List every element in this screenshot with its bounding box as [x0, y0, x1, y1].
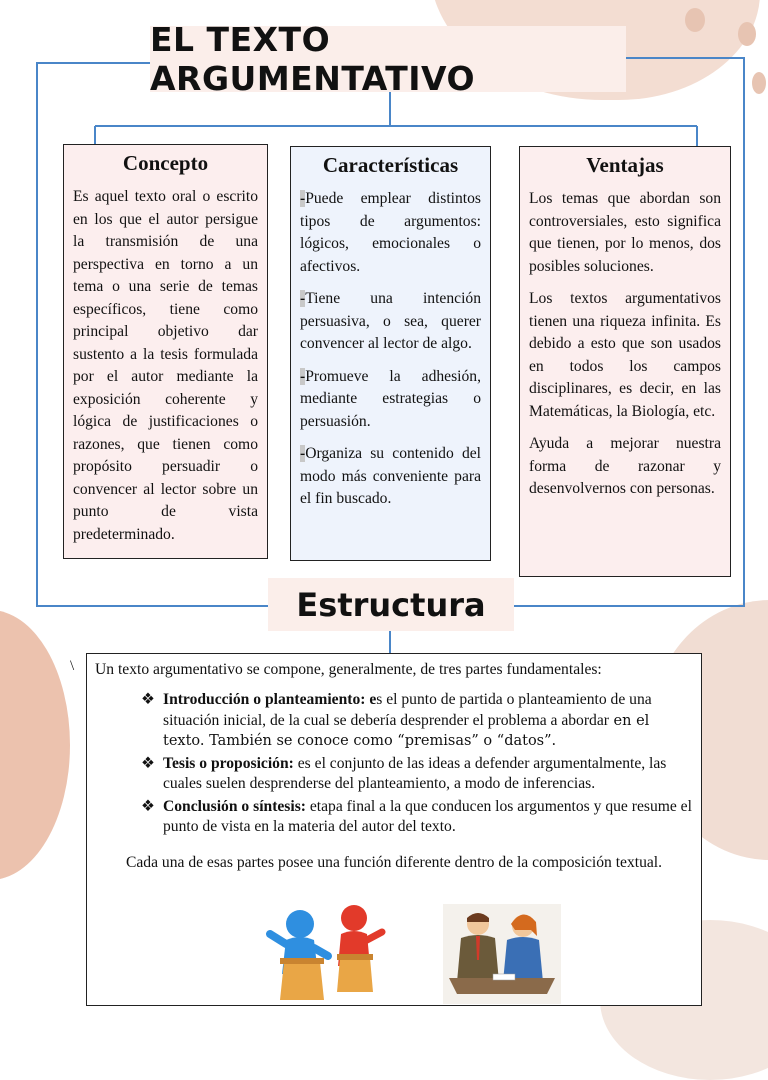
estructura-banner — [268, 578, 514, 631]
caracteristica-item — [300, 188, 481, 278]
item-term: Tesis o proposición: — [163, 754, 294, 772]
list-item — [141, 797, 693, 838]
list-item — [141, 754, 693, 795]
title-banner — [150, 20, 626, 98]
item-marker: - — [300, 367, 306, 385]
estructura-closing: Cada una de esas partes posee una función diferente dentro de la composición textual. — [125, 853, 663, 871]
caracteristica-item — [300, 443, 481, 511]
discussion-illustration — [443, 904, 561, 1004]
concepto-text: Es aquel texto oral o escrito en los que el autor persigue la transmisión de una perspectiva en torno a un tema o una serie de temas específicos, tiene como principal objetivo dar sustento a la tesis formulada por el autor mediante la exposición coherente y lógica de justificaciones o razones, que tienen como propósito persuadir o convencer al lector sobre un punto de vista predeterminado. — [73, 188, 258, 543]
ventajas-heading: Ventajas — [586, 153, 664, 177]
caracteristica-item — [300, 288, 481, 356]
item-text: Tiene una intención persuasiva, o sea, querer convencer al lector de algo. — [300, 290, 481, 352]
list-item — [141, 690, 693, 752]
estructura-intro: Un texto argumentativo se compone, generalmente, de tres partes fundamentales: — [95, 661, 602, 678]
item-marker: - — [300, 290, 306, 307]
ventaja-paragraph: Los temas que abordan son controversiales, esto significa que tienen, por lo menos, dos posibles soluciones. — [529, 190, 721, 275]
item-text: etapa final a la que conducen los argumentos y que resume el punto de vista en la materia del autor del texto. — [163, 797, 692, 835]
estructura-list — [95, 690, 693, 838]
debate-podiums-illustration — [262, 904, 392, 1004]
caracteristica-item — [300, 366, 481, 434]
item-term: Conclusión o síntesis: — [163, 797, 306, 815]
caracteristicas-heading: Características — [322, 153, 459, 177]
estructura-box — [86, 653, 702, 1006]
ventaja-paragraph: Ayuda a mejorar nuestra forma de razonar y desenvolvernos con personas. — [529, 435, 721, 497]
diamond-bullet-icon: ❖ — [141, 691, 155, 708]
item-tail: en el texto. También se conoce como “premisas” o “datos”. — [163, 712, 650, 749]
item-marker: - — [300, 445, 306, 462]
item-text: s el punto de partida o planteamiento de una situación inicial, de la cual se debería desprender el problema a abordar — [163, 691, 652, 729]
estructura-heading: Estructura — [296, 585, 486, 624]
item-text: Promueve la adhesión, mediante estrategias o persuasión. — [300, 367, 481, 430]
diamond-bullet-icon: ❖ — [141, 797, 155, 815]
concepto-heading: Concepto — [122, 151, 209, 175]
concepto-box — [63, 144, 268, 559]
item-text: Organiza su contenido del modo más conveniente para el fin buscado. — [300, 445, 481, 507]
item-text: es el conjunto de las ideas a defender argumentalmente, las cuales suelen desprenderse del planteamiento, a modo de inferencias. — [163, 754, 667, 792]
page-title: EL TEXTO ARGUMENTATIVO — [150, 20, 476, 98]
ventaja-paragraph: Los textos argumentativos tienen una riqueza infinita. Es debido a esto que son usados en todos los campos disciplinares, es decir, en las Matemáticas, la Biología, etc. — [529, 290, 721, 420]
item-text: Puede emplear distintos tipos de argumentos: lógicos, emocionales o afectivos. — [300, 190, 481, 275]
caracteristicas-box — [290, 146, 491, 561]
item-term: Introducción o planteamiento: e — [163, 691, 377, 708]
ventajas-box — [519, 146, 731, 577]
diamond-bullet-icon: ❖ — [141, 754, 155, 772]
stray-marker: \ — [70, 658, 75, 674]
item-marker: - — [300, 190, 306, 207]
